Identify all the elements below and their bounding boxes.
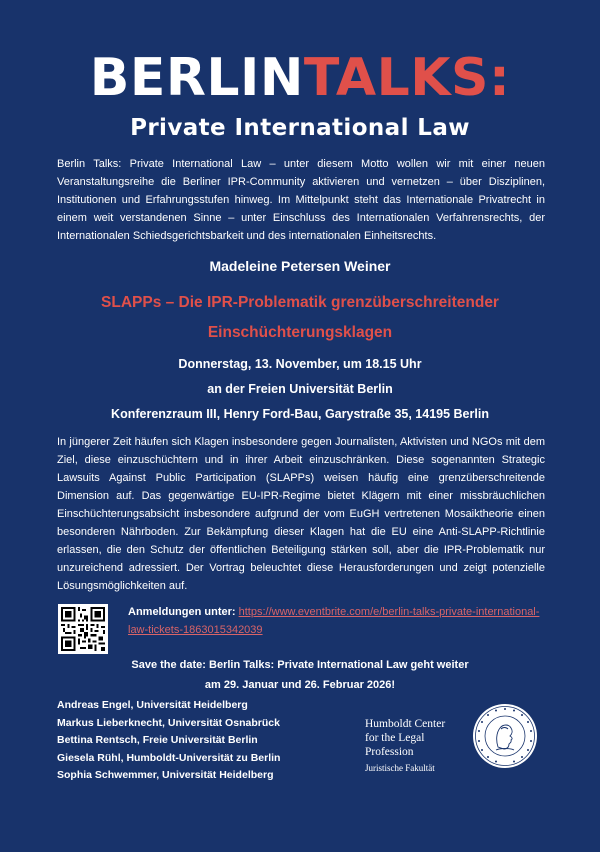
organizers-list (57, 697, 357, 785)
title-talks: TALKS: (303, 48, 511, 108)
save-the-date-line2: am 29. Januar und 26. Februar 2026! (204, 679, 396, 691)
lecture-title-line2: Einschüchterungsklagen (207, 324, 393, 341)
lecture-title-line1: SLAPPs – Die IPR-Problematik grenzüberschreitender (101, 294, 499, 311)
speaker-name: Madeleine Petersen Weiner (209, 258, 391, 274)
qr-code-icon[interactable] (58, 604, 108, 654)
institution-line1: Humboldt Center (365, 718, 446, 730)
organizer-item: Andreas Engel, Universität Heidelberg (57, 699, 248, 711)
event-room: Konferenzraum III, Henry Ford-Bau, Garystraße 35, 14195 Berlin (111, 407, 489, 421)
university-seal-icon (472, 703, 538, 769)
save-the-date-line1: Save the date: Berlin Talks: Private International Law geht weiter (131, 659, 469, 671)
title-berlin: BERLIN (89, 48, 304, 108)
organizer-item: Giesela Rühl, Humboldt-Universität zu Berlin (57, 751, 281, 764)
registration-block (128, 603, 548, 639)
event-venue: an der Freien Universität Berlin (207, 382, 393, 396)
organizer-item: Markus Lieberknecht, Universität Osnabrück (57, 716, 280, 729)
poster-title (0, 48, 600, 108)
save-the-date (0, 655, 600, 695)
registration-link[interactable]: https://www.eventbrite.com/e/berlin-talks-private-international-law-tickets-1863015342039 (128, 606, 540, 636)
institution-line2: for the Legal Profession (365, 732, 425, 758)
event-date: Donnerstag, 13. November, um 18.15 Uhr (178, 357, 422, 371)
organizer-item: Bettina Rentsch, Freie Universität Berlin (57, 734, 258, 746)
intro-paragraph: Berlin Talks: Private International Law – unter diesem Motto wollen wir mit einer neuen Veranstaltungsreihe die Berliner IPR-Community aktivieren und vernetzen – über Disziplinen, Institutionen und Erfahrungsstufen hinweg. Im Mittelpunkt steht das Internationale Privatrecht in einem weit verstandenen Sinne – unter Einschluss des Internationalen Verfahrensrechts, der Internationalen Schiedsgerichtsbarkeit und des internationalen Einheitsrechts. (57, 158, 545, 242)
poster-subtitle: Private International Law (130, 115, 470, 141)
institution-line3: Juristische Fakultät (365, 763, 435, 773)
lecture-title (60, 288, 540, 348)
organizer-item: Sophia Schwemmer, Universität Heidelberg (57, 769, 274, 781)
abstract-paragraph: In jüngerer Zeit häufen sich Klagen insbesondere gegen Journalisten, Aktivisten und NGOs mit dem Ziel, diese einzuschüchtern und in ihrer Arbeit einzuschränken. Diese sogenannten Strategic Lawsuits Against Public Participation (SLAPPs) weisen häufig eine grenzüberschreitende Dimension auf. Das gegenwärtige EU-IPR-Regime bietet Klägern mit einer missbräuchlichen Einschüchterungsabsicht insbesondere aufgrund der vom EuGH vertretenen Mosaiktheorie einen besonderen Nährboden. Zur Bekämpfung dieser Klagen hat die EU eine Anti-SLAPP-Richtlinie erlassen, die den Schutz der öffentlichen Beteiligung stärken soll, aber die IPR-Problematik nur unzureichend adressiert. Der Vortrag beleuchtet diese Herausforderungen und zeigt potenzielle Lösungsmöglichkeiten auf. (57, 436, 545, 592)
institution-name (365, 717, 475, 776)
registration-label: Anmeldungen unter: (128, 606, 236, 618)
